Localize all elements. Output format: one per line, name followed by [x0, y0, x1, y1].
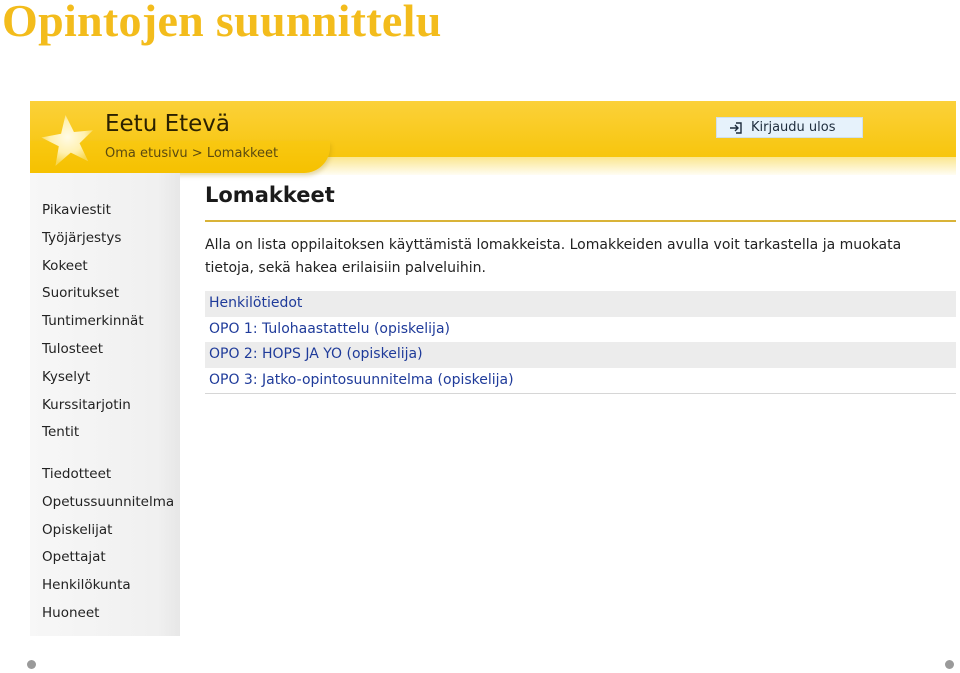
sidebar-item-kyselyt[interactable]: Kyselyt	[42, 368, 91, 385]
form-link-opo3[interactable]: OPO 3: Jatko-opintosuunnitelma (opiskelija)	[209, 371, 514, 388]
logout-label: Kirjaudu ulos	[751, 120, 836, 135]
sidebar-item-opettajat[interactable]: Opettajat	[42, 549, 106, 566]
sidebar-item-pikaviestit[interactable]: Pikaviestit	[42, 202, 111, 218]
sidebar	[30, 173, 180, 636]
user-name: Eetu Etevä	[105, 111, 230, 137]
breadcrumb-separator: >	[191, 146, 203, 161]
breadcrumb-current: Lomakkeet	[206, 146, 279, 161]
sidebar-item-opiskelijat[interactable]: Opiskelijat	[42, 521, 113, 538]
breadcrumb	[105, 146, 278, 161]
star-icon	[36, 109, 98, 171]
logout-button[interactable]	[716, 117, 863, 138]
sidebar-item-tulosteet[interactable]: Tulosteet	[42, 340, 103, 357]
sidebar-item-tyojarjestys[interactable]: Työjärjestys	[42, 229, 122, 246]
sidebar-item-kurssitarjotin[interactable]: Kurssitarjotin	[42, 396, 131, 413]
logout-arrow-icon	[729, 121, 743, 135]
form-link-henkilotiedot[interactable]: Henkilötiedot	[205, 291, 956, 317]
sidebar-group-info	[42, 461, 174, 628]
sidebar-item-opetussuunnitelma[interactable]: Opetussuunnitelma	[42, 493, 175, 510]
sidebar-group-main	[42, 197, 144, 447]
app-window	[30, 101, 956, 636]
slide-dot-left	[27, 660, 36, 669]
sidebar-item-henkilokunta[interactable]: Henkilökunta	[42, 577, 131, 594]
sidebar-item-tentit[interactable]: Tentit	[42, 424, 80, 441]
form-link-opo2[interactable]: OPO 2: HOPS JA YO (opiskelija)	[205, 342, 956, 368]
slide-dot-right	[945, 660, 954, 669]
sidebar-item-huoneet[interactable]: Huoneet	[42, 604, 100, 621]
header	[30, 101, 956, 173]
page-title: Lomakkeet	[205, 183, 335, 207]
sidebar-item-kokeet[interactable]: Kokeet	[42, 257, 88, 274]
breadcrumb-home[interactable]: Oma etusivu	[105, 146, 188, 161]
sidebar-item-tiedotteet[interactable]: Tiedotteet	[42, 466, 112, 482]
sidebar-item-tuntimerkinnat[interactable]: Tuntimerkinnät	[42, 313, 144, 330]
sidebar-item-suoritukset[interactable]: Suoritukset	[42, 285, 119, 302]
intro-text: Alla on lista oppilaitoksen käyttämistä lomakkeista. Lomakkeiden avulla voit tarkastella ja muokata tietoja, sekä hakea erilaisiin palveluihin.	[205, 237, 902, 276]
heading-divider	[205, 220, 956, 222]
form-link-opo1[interactable]: OPO 1: Tulohaastattelu (opiskelija)	[209, 320, 450, 337]
slide-title: Opintojen suunnittelu	[2, 0, 442, 46]
forms-list	[205, 291, 956, 394]
